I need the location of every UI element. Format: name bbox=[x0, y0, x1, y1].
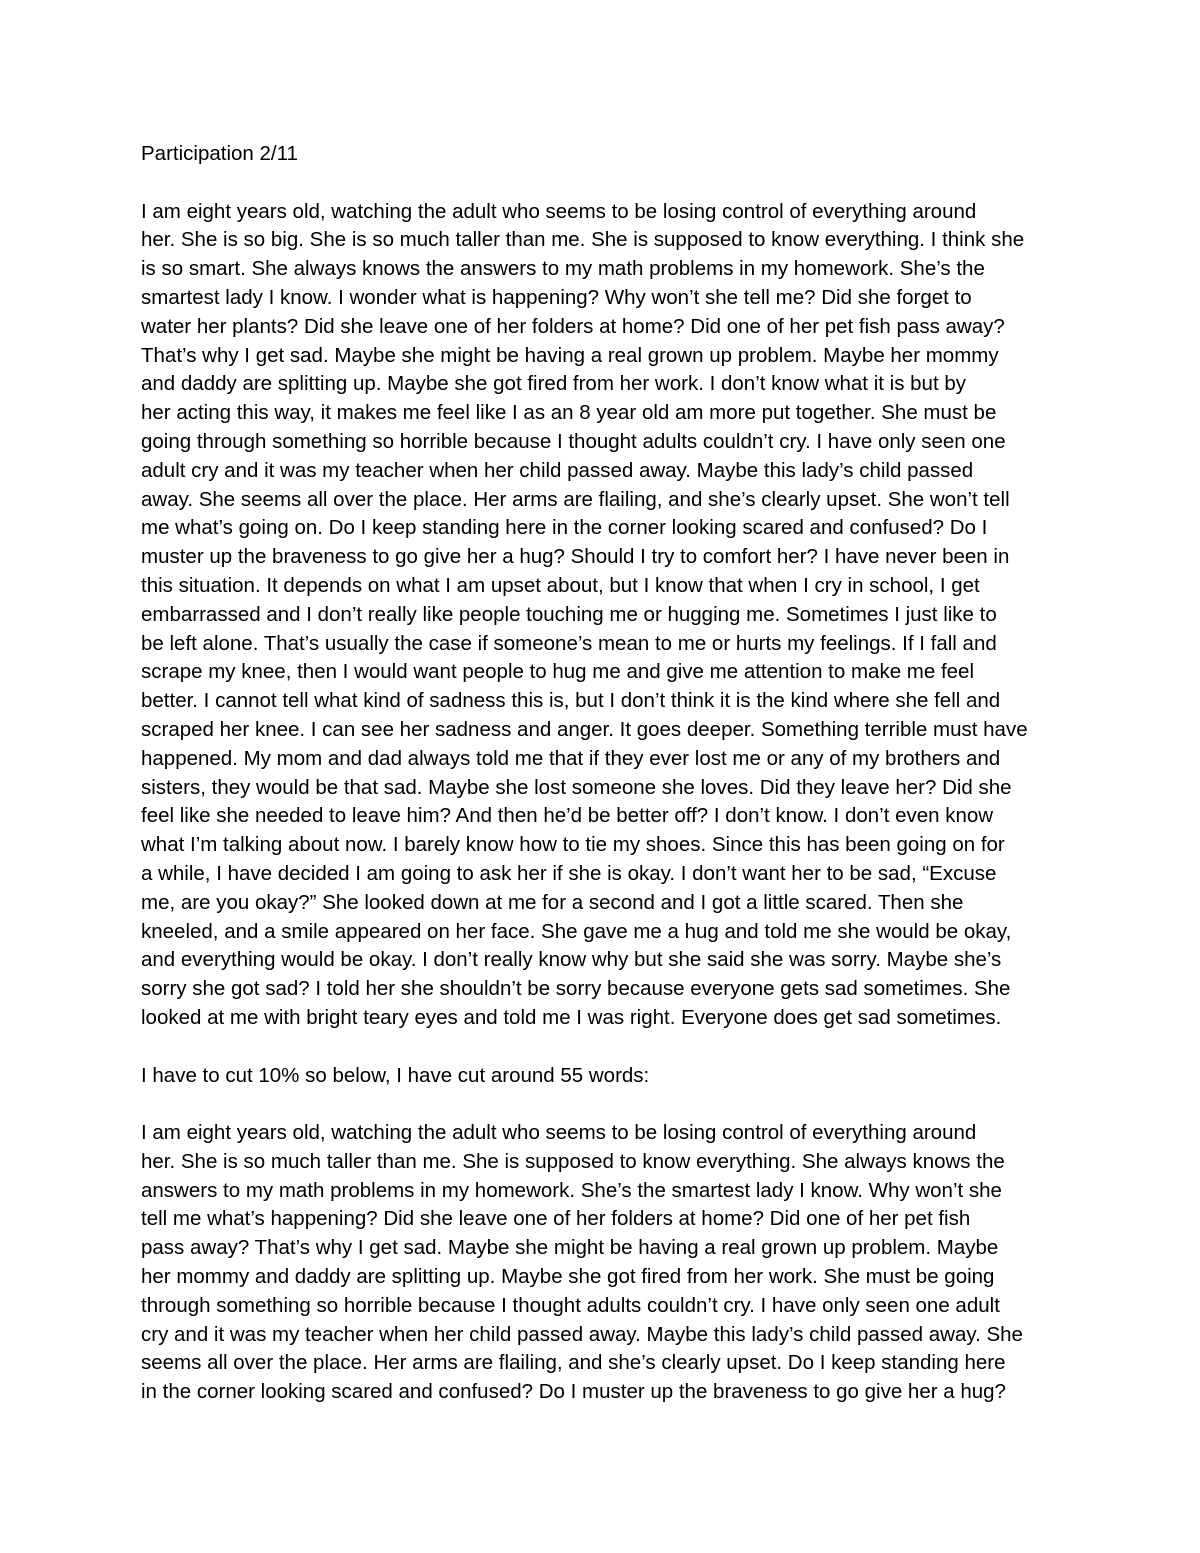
text-line: muster up the braveness to go give her a hug? Should I try to comfort her? I have never been in bbox=[141, 545, 1010, 569]
text-line: in the corner looking scared and confused? Do I muster up the braveness to go give her a hug? bbox=[141, 1380, 1006, 1404]
text-line: and everything would be okay. I don’t really know why but she said she was sorry. Maybe she’s bbox=[141, 948, 1002, 972]
text-line: looked at me with bright teary eyes and told me I was right. Everyone does get sad sometimes. bbox=[141, 1005, 1002, 1029]
text-line: me what’s going on. Do I keep standing here in the corner looking scared and confused? Do I bbox=[141, 516, 988, 540]
paragraph-cut bbox=[141, 1119, 1061, 1407]
document-page bbox=[141, 140, 1061, 1407]
text-line: me, are you okay?” She looked down at me for a second and I got a little scared. Then she bbox=[141, 890, 964, 914]
text-line: smartest lady I know. I wonder what is happening? Why won’t she tell me? Did she forget to bbox=[141, 285, 972, 309]
text-line: scraped her knee. I can see her sadness and anger. It goes deeper. Something terrible must have bbox=[141, 717, 1028, 741]
text-line: and daddy are splitting up. Maybe she got fired from her work. I don’t know what it is but by bbox=[141, 372, 966, 396]
text-line: her. She is so much taller than me. She is supposed to know everything. She always knows the bbox=[141, 1149, 1005, 1173]
text-line: pass away? That’s why I get sad. Maybe she might be having a real grown up problem. Maybe bbox=[141, 1236, 999, 1260]
text-line: a while, I have decided I am going to ask her if she is okay. I don’t want her to be sad, “Excuse bbox=[141, 861, 997, 885]
text-line: sisters, they would be that sad. Maybe she lost someone she loves. Did they leave her? Did she bbox=[141, 775, 1012, 799]
text-line: better. I cannot tell what kind of sadness this is, but I don’t think it is the kind where she fell and bbox=[141, 689, 1001, 713]
text-line: sorry she got sad? I told her she shouldn’t be sorry because everyone gets sad sometimes. She bbox=[141, 977, 1011, 1001]
blank-line bbox=[141, 1033, 1061, 1062]
text-line: I am eight years old, watching the adult who seems to be losing control of everything around bbox=[141, 1121, 977, 1145]
text-line: what I’m talking about now. I barely know how to tie my shoes. Since this has been going on for bbox=[141, 833, 1005, 857]
text-line: tell me what’s happening? Did she leave one of her folders at home? Did one of her pet fish bbox=[141, 1207, 971, 1231]
text-line: through something so horrible because I thought adults couldn’t cry. I have only seen one adult bbox=[141, 1293, 1000, 1317]
text-line: scrape my knee, then I would want people to hug me and give me attention to make me feel bbox=[141, 660, 975, 684]
text-line: is so smart. She always knows the answers to my math problems in my homework. She’s the bbox=[141, 257, 985, 281]
text-line: happened. My mom and dad always told me that if they ever lost me or any of my brothers and bbox=[141, 746, 1001, 770]
text-line: kneeled, and a smile appeared on her face. She gave me a hug and told me she would be okay, bbox=[141, 919, 1012, 943]
text-line: feel like she needed to leave him? And then he’d be better off? I don’t know. I don’t even know bbox=[141, 804, 994, 828]
text-line: embarrassed and I don’t really like people touching me or hugging me. Sometimes I just like to bbox=[141, 602, 997, 626]
text-line: away. She seems all over the place. Her arms are flailing, and she’s clearly upset. She won’t tell bbox=[141, 487, 1010, 511]
text-line: this situation. It depends on what I am upset about, but I know that when I cry in school, I get bbox=[141, 573, 980, 597]
text-line: cry and it was my teacher when her child passed away. Maybe this lady’s child passed away. She bbox=[141, 1322, 1023, 1346]
intro-line: I have to cut 10% so below, I have cut around 55 words: bbox=[141, 1063, 650, 1087]
text-line: her. She is so big. She is so much taller than me. She is supposed to know everything. I think she bbox=[141, 228, 1025, 252]
text-line: water her plants? Did she leave one of her folders at home? Did one of her pet fish pass away? bbox=[141, 314, 1005, 338]
text-line: her mommy and daddy are splitting up. Maybe she got fired from her work. She must be going bbox=[141, 1265, 995, 1289]
paragraph-original bbox=[141, 198, 1061, 1033]
text-line: I am eight years old, watching the adult who seems to be losing control of everything around bbox=[141, 199, 977, 223]
text-line: That’s why I get sad. Maybe she might be having a real grown up problem. Maybe her mommy bbox=[141, 343, 999, 367]
blank-line bbox=[141, 169, 1061, 198]
text-line: her acting this way, it makes me feel like I as an 8 year old am more put together. She must be bbox=[141, 401, 997, 425]
blank-line bbox=[141, 1090, 1061, 1119]
text-line: adult cry and it was my teacher when her child passed away. Maybe this lady’s child passed bbox=[141, 458, 974, 482]
text-line: be left alone. That’s usually the case if someone’s mean to me or hurts my feelings. If I fall and bbox=[141, 631, 997, 655]
text-line: going through something so horrible because I thought adults couldn’t cry. I have only seen one bbox=[141, 429, 1006, 453]
text-line: seems all over the place. Her arms are flailing, and she’s clearly upset. Do I keep standing here bbox=[141, 1351, 1006, 1375]
text-line: answers to my math problems in my homework. She’s the smartest lady I know. Why won’t she bbox=[141, 1178, 1002, 1202]
document-title: Participation 2/11 bbox=[141, 142, 298, 165]
